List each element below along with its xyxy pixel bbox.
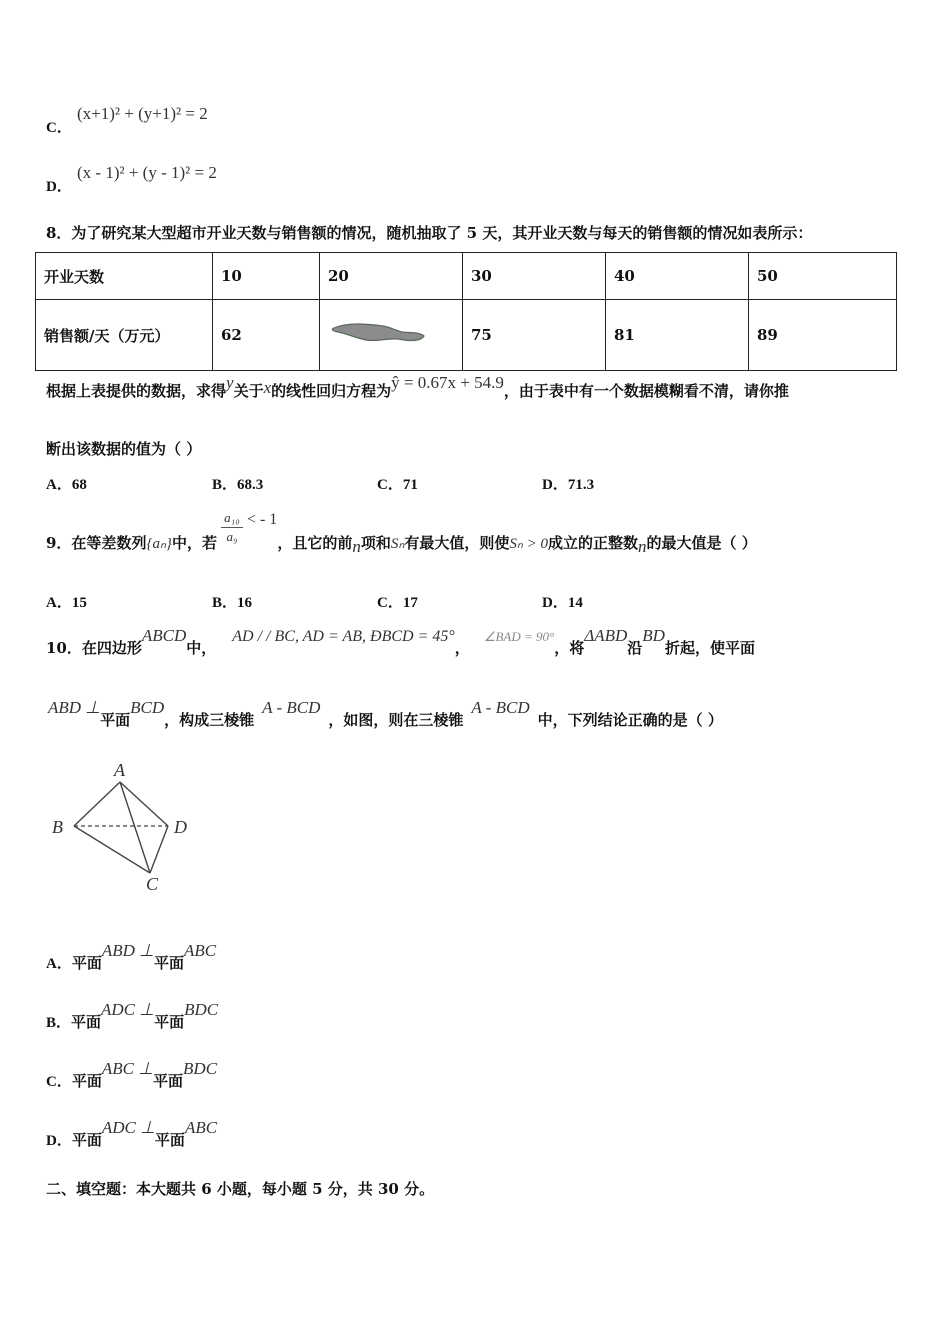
- q10-text: 10．在四边形: [46, 639, 142, 657]
- q10-opt-b: B．平面ADC ⊥平面BDC: [46, 1000, 219, 1031]
- q9-opt-c: C．17: [377, 595, 418, 611]
- q7-option-c-label: C．: [46, 120, 72, 136]
- vertex-b-label: B: [52, 817, 63, 837]
- q10-text: 中，下列结论正确的是（ ）: [537, 711, 723, 729]
- table-cell: 62: [213, 300, 320, 371]
- q8-line3: 断出该数据的值为（ ）: [46, 440, 202, 458]
- q10-text: ，构成三棱锥: [164, 711, 255, 729]
- q10-text: 中，: [186, 639, 217, 657]
- blur-smudge-icon: [328, 318, 428, 348]
- q8-var-x: x: [263, 378, 272, 397]
- q8-var-y: y: [226, 373, 234, 392]
- table-cell: 30: [463, 253, 606, 300]
- q9-seq: {aₙ}: [146, 536, 172, 552]
- q10-abd: ABD ⊥: [48, 698, 101, 717]
- q10-text: 沿: [627, 639, 643, 657]
- q10-text: ，将: [554, 639, 585, 657]
- q9-text: 有最大值，则使: [404, 534, 510, 552]
- q9-n: n: [352, 537, 361, 556]
- q9-sn: Sₙ: [390, 536, 405, 552]
- q10-text: 折起，使平面: [664, 639, 755, 657]
- q8-text: 关于: [233, 382, 264, 400]
- q8-text: 的线性回归方程为: [271, 382, 392, 400]
- tetrahedron-figure: [48, 758, 198, 898]
- table-cell: 75: [463, 300, 606, 371]
- q8-stem: 8．为了研究某大型超市开业天数与销售额的情况，随机抽取了 5 天，其开业天数与每天的销售额的情况如表所示：: [46, 224, 813, 242]
- q9-text: 的最大值是（ ）: [646, 534, 757, 552]
- q9-text: 中，若: [171, 534, 217, 552]
- q8-opt-a: A．68: [46, 477, 87, 493]
- q9-fraction: $\frac{\text{a₁₀}}{\text{a₉}}$: [221, 510, 243, 545]
- q8-text: ，由于表中有一个数据模糊看不清，请你推: [503, 382, 789, 400]
- table-cell: 开业天数: [36, 253, 213, 300]
- q7-option-d-label: D．: [46, 179, 72, 195]
- q8-opt-b: B．68.3: [212, 477, 264, 493]
- q9-ineq: Sₙ > 0: [509, 536, 548, 552]
- table-cell: 10: [213, 253, 320, 300]
- q10-opt-d: D．平面ADC ⊥平面ABC: [46, 1118, 218, 1149]
- table-cell: 50: [749, 253, 897, 300]
- q10-bd: BD: [642, 626, 665, 645]
- blurred-cell: [320, 300, 463, 371]
- q9-opt-d: D．14: [542, 595, 583, 611]
- q10-text: 平面: [100, 711, 131, 729]
- q10-tri: ΔABD: [584, 626, 628, 645]
- table-cell: 40: [606, 253, 749, 300]
- table-cell: 20: [320, 253, 463, 300]
- q7-option-d-expr: (x - 1)² + (y - 1)² = 2: [77, 163, 217, 182]
- q9-opt-a: A．15: [46, 595, 87, 611]
- table-cell: 89: [749, 300, 897, 371]
- q9-text: 9．在等差数列: [46, 534, 147, 552]
- vertex-a-label: A: [114, 760, 125, 780]
- q9-text: 成立的正整数: [547, 534, 638, 552]
- q9-opt-b: B．16: [212, 595, 253, 611]
- q9-text: ，且它的前: [277, 534, 353, 552]
- q7-option-c-expr: (x+1)² + (y+1)² = 2: [77, 104, 208, 123]
- q8-text: 根据上表提供的数据，求得: [46, 382, 227, 400]
- q10-opt-a: A．平面ABD ⊥平面ABC: [46, 941, 217, 972]
- table-row: [36, 253, 897, 300]
- q10-text: ，如图，则在三棱锥: [328, 711, 464, 729]
- q10-angle: ∠BAD = 90°: [483, 629, 555, 644]
- table-cell: 81: [606, 300, 749, 371]
- q10-pyramid: A - BCD: [262, 698, 321, 717]
- q9-n: n: [637, 537, 647, 556]
- q9-lt: < - 1: [246, 511, 278, 528]
- table-cell: 销售额/天（万元）: [36, 300, 213, 371]
- q10-cond: AD / / BC, AD = AB, ÐBCD = 45°: [232, 628, 455, 645]
- q8-table: [35, 252, 897, 371]
- q9-stem: [46, 510, 757, 560]
- vertex-c-label: C: [146, 874, 159, 894]
- q10-bcd: BCD: [130, 698, 165, 717]
- q10-line2: [48, 697, 723, 729]
- section-2-heading: 二、填空题：本大题共 6 小题，每小题 5 分，共 30 分。: [46, 1180, 435, 1198]
- q8-opt-c: C．71: [377, 477, 418, 493]
- q9-text: 项和: [360, 534, 391, 552]
- q8-opt-d: D．71.3: [542, 477, 595, 493]
- q10-opt-c: C．平面ABC ⊥平面BDC: [46, 1059, 218, 1090]
- q10-line1: [46, 625, 755, 657]
- table-row: [36, 300, 897, 371]
- vertex-d-label: D: [174, 817, 187, 837]
- q10-pyramid: A - BCD: [471, 698, 530, 717]
- q10-quad: ABCD: [141, 626, 187, 645]
- q8-regression: ŷ = 0.67x + 54.9: [391, 373, 504, 392]
- q10-text: ，: [454, 639, 470, 657]
- q8-line2: [46, 373, 789, 401]
